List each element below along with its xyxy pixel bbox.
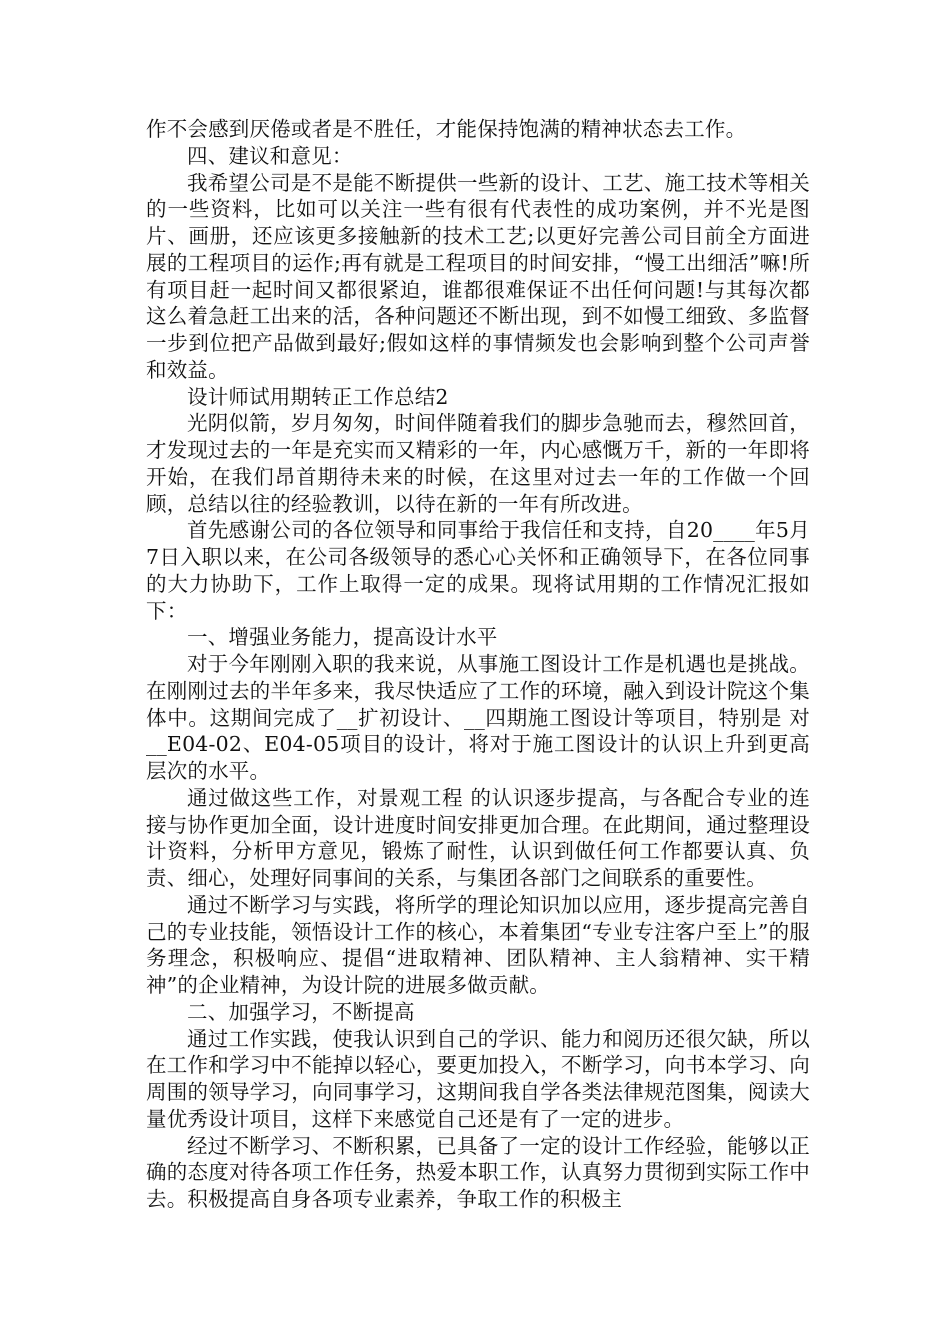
paragraph-learning-practice: 通过不断学习与实践，将所学的理论知识加以应用，逐步提高完善自己的专业技能，领悟设计工作的核心，本着集团“专业专注客户至上”的服务理念，积极响应、提倡“进取精神、团队精神、主人翁精神、实干精神”的企业精神，为设计院的进展多做贡献。 (146, 892, 810, 997)
paragraph-work-experience: 通过做这些工作，对景观工程 的认识逐步提高，与各配合专业的连接与协作更加全面，设计进度时间安排更加合理。在此期间，通过整理设计资料，分析甲方意见，锻炼了耐性，认识到做任何工作都要认真、负责、细心，处理好同事间的关系，与集团各部门之间联系的重要性。 (146, 785, 810, 890)
paragraph-suggestions: 我希望公司是不是能不断提供一些新的设计、工艺、施工技术等相关的一些资料，比如可以关注一些有很有代表性的成功案例，并不光是图片、画册，还应该更多接触新的技术工艺;以更好完善公司目前全方面进展的工程项目的运作;再有就是工程项目的时间安排，“慢工出细活”嘛!所有项目赶一起时间又都很紧迫，谁都很难保证不出任何问题!与其每次都这么着急赶工出来的活，各种问题还不断出现，到不如慢工细致、多监督一步到位把产品做到最好;假如这样的事情频发也会影响到整个公司声誉和效益。 (146, 170, 810, 382)
paragraph-continuation: 作不会感到厌倦或者是不胜任，才能保持饱满的精神状态去工作。 (146, 117, 747, 141)
paragraph-self-study: 通过工作实践，使我认识到自己的学识、能力和阅历还很欠缺，所以在工作和学习中不能掉以轻心，要更加投入，不断学习，向书本学习、向周围的领导学习，向同事学习，这期间我自学各类法律规范图集，阅读大量优秀设计项目，这样下来感觉自己还是有了一定的进步。 (146, 1026, 810, 1131)
paragraph-accumulation: 经过不断学习、不断积累，已具备了一定的设计工作经验，能够以正确的态度对待各项工作任务，热爱本职工作，认真努力贯彻到实际工作中去。积极提高自身各项专业素养，争取工作的积极主 (146, 1133, 810, 1211)
paragraph-construction-design: 对于今年刚刚入职的我来说，从事施工图设计工作是机遇也是挑战。在刚刚过去的半年多来，我尽快适应了工作的环境，融入到设计院这个集体中。这期间完成了__扩初设计、__四期施工图设计等项目，特别是 对__E04-02、E04-05项目的设计，将对于施工图设计的认识上升到更高层次的水平。 (146, 652, 810, 783)
paragraph-thanks: 首先感谢公司的各位领导和同事给于我信任和支持，自20____年5月7日入职以来，在公司各级领导的悉心心关怀和正确领导下，在各位同事的大力协助下，工作上取得一定的成果。现将试用期的工作情况汇报如下： (146, 518, 810, 623)
document-body (146, 116, 810, 1213)
section-heading-study: 二、加强学习，不断提高 (187, 999, 415, 1024)
section-heading-suggestions: 四、建议和意见： (187, 143, 353, 168)
section-heading-business-ability: 一、增强业务能力，提高设计水平 (187, 625, 498, 650)
paragraph-intro: 光阴似箭，岁月匆匆，时间伴随着我们的脚步急驰而去，穆然回首，才发现过去的一年是充实而又精彩的一年，内心感慨万千，新的一年即将开始，在我们昂首期待未来的时候，在这里对过去一年的工作做一个回顾，总结以往的经验教训，以待在新的一年有所改进。 (146, 411, 810, 516)
document-title-summary-2: 设计师试用期转正工作总结2 (187, 384, 449, 409)
